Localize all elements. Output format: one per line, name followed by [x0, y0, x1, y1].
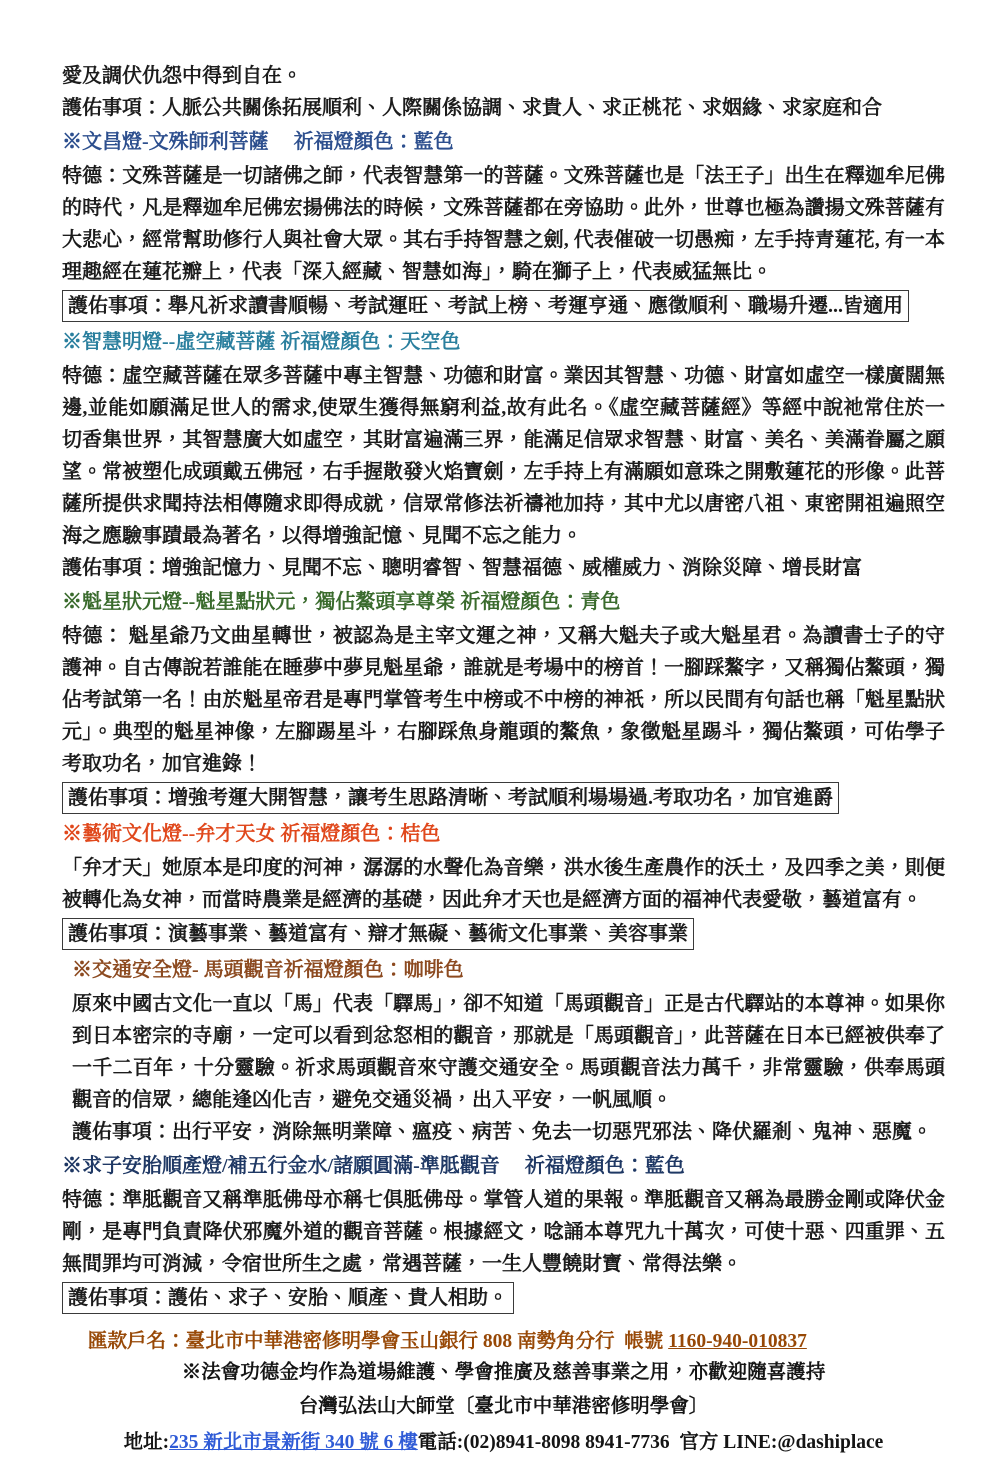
lamp-heading: ※魁星狀元燈--魁星點狀元，獨佔鰲頭享尊榮 祈福燈顏色：青色 — [62, 591, 621, 613]
account-number: 1160-940-010837 — [668, 1331, 807, 1352]
phone-number: 電話:(02)8941-8098 8941-7736 — [417, 1431, 670, 1453]
intro-line: 愛及調伏仇怨中得到自在。 — [62, 65, 302, 87]
lamp-heading: ※交通安全燈- 馬頭觀音祈福燈顏色：咖啡色 — [72, 959, 464, 981]
lamp-heading: ※智慧明燈--虛空藏菩薩 祈福燈顏色：天空色 — [62, 331, 461, 353]
account-label: 帳號 — [624, 1331, 664, 1352]
lamp-description: 特德：虛空藏菩薩在眾多菩薩中專主智慧、功德和財富。業因其智慧、功德、財富如虛空一樣廣闊無邊,並能如願滿足世人的需求,使眾生獲得無窮利益,故有此名。《虛空藏菩薩經》等經中說祂常住於一切香集世界，其智慧廣大如虛空，其財富遍滿三界，能滿足信眾求智慧、財富、美名、美滿眷屬之願望。常被塑化成頭戴五佛冠，右手握散發火焰寶劍，左手持上有滿願如意珠之開敷蓮花的形像。此菩薩所提供求聞持法相傳隨求即得成就，信眾常修法祈禱祂加持，其中尤以唐密八祖、東密開祖遍照空海之應驗事蹟最為著名，以得增強記憶、見聞不忘之能力。 — [62, 365, 945, 547]
lamp-section-wenchang — [62, 126, 945, 324]
lamp-section-art-culture — [62, 818, 945, 952]
hall-name: 台灣弘法山大師堂〔臺北市中華港密修明學會〕 — [298, 1396, 709, 1418]
address-label: 地址: — [123, 1431, 170, 1453]
branch-name: 南勢角分行 — [517, 1331, 615, 1352]
address-line — [62, 1427, 945, 1458]
lamp-description: 特德：文殊菩薩是一切諸佛之師，代表智慧第一的菩薩。文殊菩薩也是「法王子」出生在釋迦牟尼佛的時代，凡是釋迦牟尼佛宏揚佛法的時候，文殊菩薩都在旁協助。此外，世尊也極為讚揚文殊菩薩有大悲心，經常幫助修行人與社會大眾。其右手持智慧之劍, 代表催破一切愚痴，左手持青蓮花, 有一本理趣經在蓮花瓣上，代表「深入經藏、智慧如海」，騎在獅子上，代表威猛無比。 — [62, 165, 945, 283]
lamp-description: 特德： 魁星爺乃文曲星轉世，被認為是主宰文運之神，又稱大魁夫子或大魁星君。為讀書士子的守護神。自古傳說若誰能在睡夢中夢見魁星爺，誰就是考場中的榜首！一腳踩鰲字，又稱獨佔鰲頭，獨佔考試第一名！由於魁星帝君是專門掌管考生中榜或不中榜的神祇，所以民間有句話也稱「魁星點狀元」。典型的魁星神像，左腳踢星斗，右腳踩魚身龍頭的鰲魚，象徵魁星踢斗，獨佔鰲頭，可佑學子考取功名，加官進錄！ — [62, 625, 945, 775]
lamp-heading: ※求子安胎順產燈/補五行金水/諸願圓滿-準胝觀音 祈福燈顏色：藍色 — [62, 1155, 685, 1177]
blessing-box: 護佑事項：護佑、求子、安胎、順產、貴人相助。 — [62, 1282, 514, 1314]
blessing-box: 護佑事項：舉凡祈求讀書順暢、考試運旺、考試上榜、考運亨通、應徵順利、職場升遷...皆適用 — [62, 290, 909, 322]
remittance-info — [88, 1326, 945, 1357]
blessing-box: 護佑事項：增強考運大開智慧，讓考生思路清晰、考試順利場場過.考取功名，加官進爵 — [62, 782, 839, 814]
blessing-box: 護佑事項：演藝事業、藝道富有、辯才無礙、藝術文化事業、美容事業 — [62, 918, 694, 950]
lamp-section-traffic-safety — [62, 954, 945, 1148]
remittance-account-name: 匯款戶名：臺北市中華港密修明學會玉山銀行 — [88, 1331, 479, 1352]
line-id: 官方 LINE:@dashiplace — [679, 1431, 884, 1453]
lamp-description: 「弁才天」她原本是印度的河神，潺潺的水聲化為音樂，洪水後生產農作的沃土，及四季之美，則便被轉化為女神，而當時農業是經濟的基礎，因此弁才天也是經濟方面的福神代表愛敬，藝道富有。 — [62, 857, 945, 911]
footer — [62, 1326, 945, 1458]
address-link[interactable]: 235 新北市景新街 340 號 6 樓 — [169, 1431, 418, 1453]
blessing-items: 護佑事項：增強記憶力、見聞不忘、聰明睿智、智慧福德、威權威力、消除災障、增長財富 — [62, 557, 862, 579]
lamp-heading: ※藝術文化燈--弁才天女 祈福燈顏色：桔色 — [62, 823, 441, 845]
bank-code: 808 — [482, 1331, 513, 1352]
lamp-description: 特德：準胝觀音又稱準胝佛母亦稱七俱胝佛母。掌管人道的果報。準胝觀音又稱為最勝金剛或降伏金剛，是專門負責降伏邪魔外道的觀音菩薩。根據經文，唸誦本尊咒九十萬次，可使十惡、四重罪、五無間罪均可消減，令宿世所生之處，常遇菩薩，一生人豐饒財寶、常得法樂。 — [62, 1189, 945, 1275]
lamp-section-fertility — [62, 1150, 945, 1316]
lamp-heading: ※文昌燈-文殊師利菩薩 祈福燈顏色：藍色 — [62, 131, 454, 153]
lamp-section-kuixing — [62, 586, 945, 816]
intro-blessing-items: 護佑事項：人脈公共關係拓展順利、人際關係協調、求貴人、求正桃花、求姻緣、求家庭和合 — [62, 97, 882, 119]
blessing-items: 護佑事項：出行平安，消除無明業障、瘟疫、病苦、免去一切惡咒邪法、降伏羅剎、鬼神、惡魔。 — [72, 1121, 932, 1143]
lamp-description: 原來中國古文化一直以「馬」代表「驛馬」，卻不知道「馬頭觀音」正是古代驛站的本尊神。如果你到日本密宗的寺廟，一定可以看到忿怒相的觀音，那就是「馬頭觀音」，此菩薩在日本已經被供奉了一千二百年，十分靈驗。祈求馬頭觀音來守護交通安全。馬頭觀音法力萬千，非常靈驗，供奉馬頭觀音的信眾，總能逢凶化吉，避免交通災禍，出入平安，一帆風順。 — [72, 993, 945, 1111]
donation-note: ※法會功德金均作為道場維護、學會推廣及慈善事業之用，亦歡迎隨喜護持 — [181, 1362, 826, 1384]
lamp-section-wisdom — [62, 326, 945, 584]
